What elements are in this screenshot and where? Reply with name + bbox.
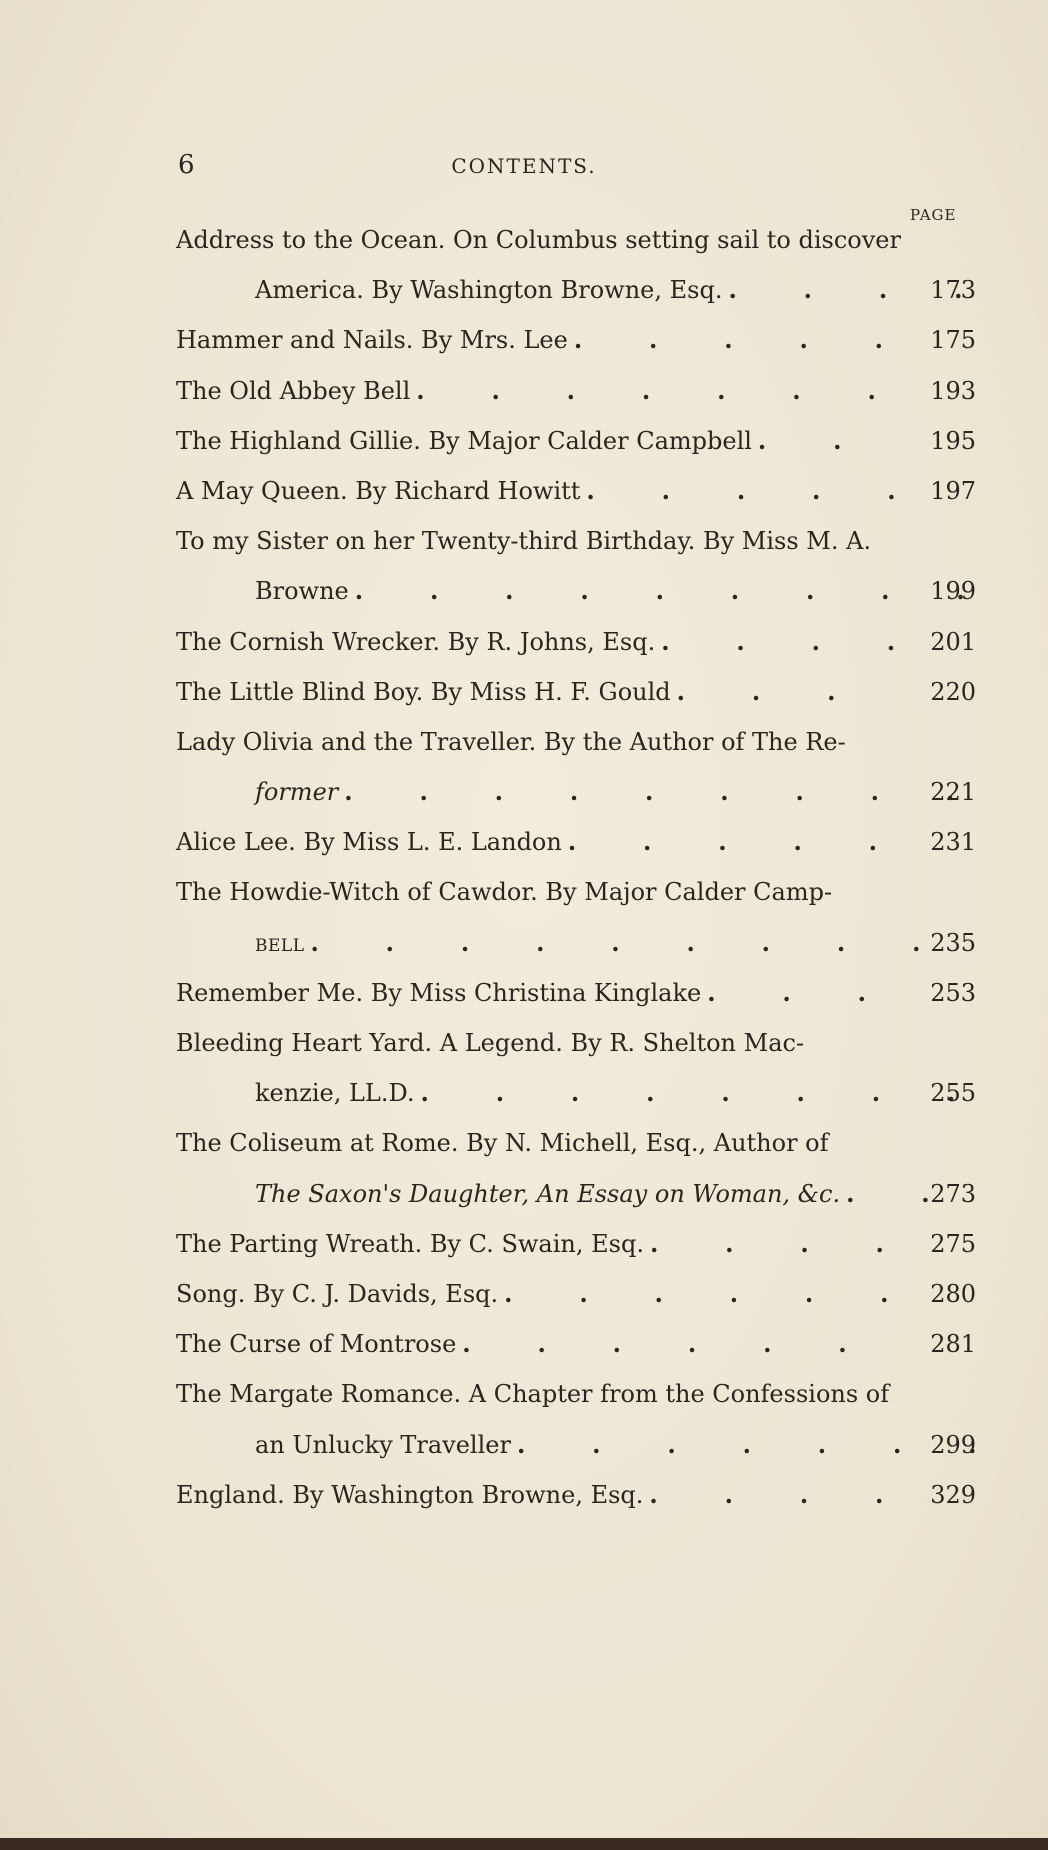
toc-line [176,667,986,717]
toc-entry-title: Alice Lee. By Miss L. E. Landon [176,828,562,857]
toc-page-number: 197 [930,476,976,505]
toc-entry-title: The Little Blind Boy. By Miss H. F. Gould [176,677,671,706]
toc-entry-title: bell [255,928,305,957]
toc-entry-title: The Parting Wreath. By C. Swain, Esq. [176,1229,644,1258]
toc-line [176,918,986,968]
toc-entry-title: an Unlucky Traveller [255,1430,511,1459]
toc-page-number: 173 [930,276,976,305]
dot-leader [511,1420,975,1470]
dot-leader [643,1470,896,1520]
toc-page-number: 175 [930,326,976,355]
page-bottom-edge [0,1838,1048,1850]
toc-line [176,1369,986,1419]
toc-line [176,767,986,817]
dot-leader [410,366,896,416]
toc-line [176,516,986,566]
toc-page-number: 195 [930,426,976,455]
dot-leader [498,1269,896,1319]
toc-line [176,1219,986,1269]
dot-leader [752,416,896,466]
toc-page-number: 275 [930,1229,976,1258]
dot-leader [671,667,896,717]
contents-list [176,215,986,1520]
toc-line [176,566,986,616]
toc-line [176,1319,986,1369]
dot-leader [349,566,975,616]
toc-entry-title: The Saxon's Daughter, An Essay on Woman, &c. [255,1179,841,1208]
toc-page-number: 193 [930,376,976,405]
toc-entry-title: Address to the Ocean. On Columbus setting sail to discover [176,226,901,254]
toc-entry-title: The Coliseum at Rome. By N. Michell, Esq., Author of [176,1129,829,1158]
dot-leader [338,767,975,817]
toc-line [176,717,986,767]
toc-page-number: 255 [930,1079,976,1108]
dot-leader [701,968,896,1018]
dot-leader [644,1219,896,1269]
toc-page-number: 273 [930,1179,976,1208]
toc-entry-title: A May Queen. By Richard Howitt [176,476,581,505]
toc-entry-title: The Old Abbey Bell [176,376,411,405]
toc-page-number: 199 [930,577,976,606]
running-head [0,150,1048,184]
toc-line [176,265,986,315]
toc-line [176,416,986,466]
toc-line [176,617,986,667]
toc-line [176,1068,986,1118]
toc-line [176,1018,986,1068]
toc-line [176,466,986,516]
toc-entry-title: Lady Olivia and the Traveller. By the Author of The Re- [176,727,846,756]
toc-page-number: 220 [930,677,976,706]
toc-line [176,968,986,1018]
toc-page-number: 221 [930,778,976,807]
toc-entry-title: To my Sister on her Twenty-third Birthday. By Miss M. A. [176,527,872,556]
toc-line [176,315,986,365]
dot-leader [562,817,896,867]
dot-leader [568,315,896,365]
dot-leader [415,1068,975,1118]
toc-entry-title: Song. By C. J. Davids, Esq. [176,1279,499,1308]
toc-page-number: 281 [930,1330,976,1359]
dot-leader [580,466,896,516]
toc-entry-title: England. By Washington Browne, Esq. [176,1480,644,1509]
toc-line [176,817,986,867]
toc-line [176,1420,986,1470]
running-title: CONTENTS. [451,154,597,178]
dot-leader [456,1319,896,1369]
toc-line [176,867,986,917]
page-column-label: PAGE [910,206,957,224]
toc-entry-title: The Howdie-Witch of Cawdor. By Major Calder Camp- [176,878,833,907]
toc-entry-title: America. By Washington Browne, Esq. [255,276,723,305]
toc-line [176,1118,986,1168]
toc-page-number: 329 [930,1480,976,1509]
toc-entry-title: The Cornish Wrecker. By R. Johns, Esq. [176,627,656,656]
toc-entry-title: Remember Me. By Miss Christina Kinglake [176,978,702,1007]
toc-entry-title: The Margate Romance. A Chapter from the Confessions of [176,1380,890,1409]
toc-page-number: 231 [930,828,976,857]
toc-entry-title: Browne [255,577,349,606]
toc-line [176,1269,986,1319]
toc-entry-title: Hammer and Nails. By Mrs. Lee [176,326,568,355]
dot-leader [304,918,975,968]
toc-entry-title: Bleeding Heart Yard. A Legend. By R. Shelton Mac- [176,1029,805,1057]
toc-line [176,215,986,265]
toc-line [176,366,986,416]
toc-page-number: 253 [930,978,976,1007]
toc-page-number: 299 [930,1430,976,1459]
toc-page-number: 201 [930,627,976,656]
toc-line [176,1470,986,1520]
toc-entry-title: The Highland Gillie. By Major Calder Campbell [176,426,752,455]
toc-entry-title: kenzie, LL.D. [255,1079,415,1108]
toc-entry-title: former [255,778,339,807]
toc-line [176,1169,986,1219]
toc-entry-title: The Curse of Montrose [176,1330,457,1359]
dot-leader [655,617,896,667]
page-number: 6 [178,150,195,180]
toc-page-number: 280 [930,1279,976,1308]
toc-page-number: 235 [930,928,976,957]
